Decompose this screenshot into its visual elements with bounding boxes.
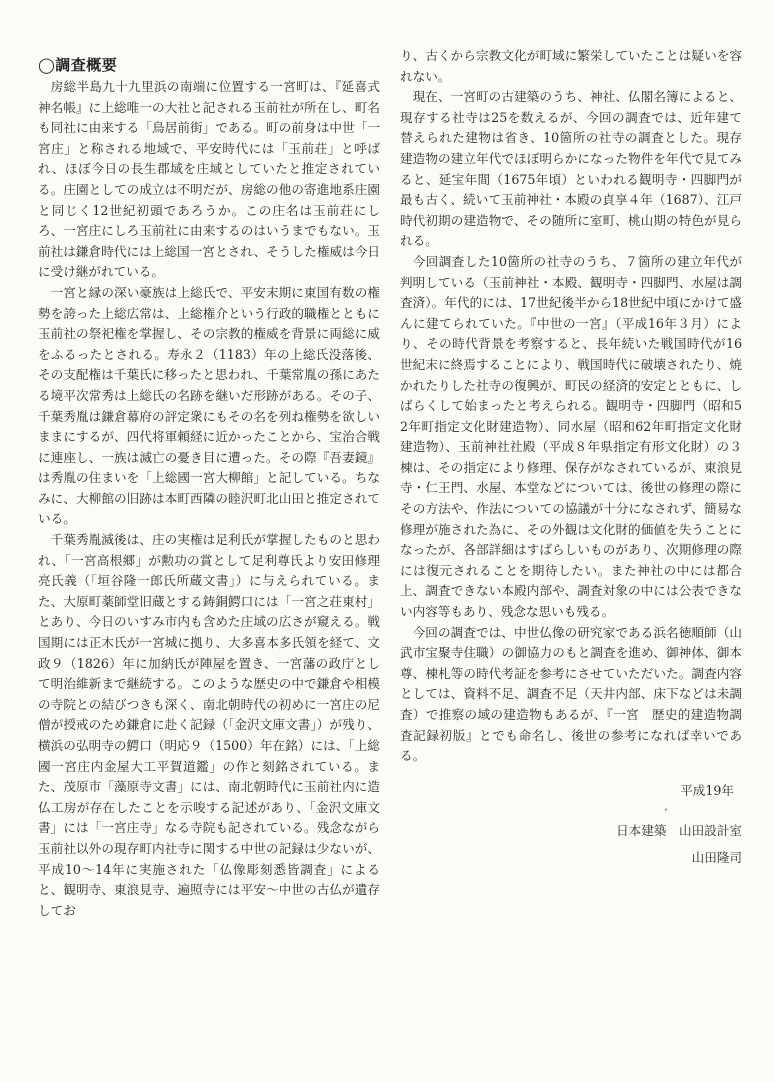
signature-office: 日本建築 山田設計室 [616, 823, 742, 839]
paragraph: 千葉秀胤滅後は、庄の実権は足利氏が掌握したものと思われ、「一宮高根郷」が勲功の賞として足利尊氏より安田修理亮氏義（「垣谷隆一郎氏所蔵文書」）に与えられている。また、大原町薬師堂旧蔵とする鋳銅鰐口には「一宮之荘東村」とあり、今日のいすみ市内も含めた庄域の広さが窺える。戦国期には正木氏が一宮城に拠り、大多喜本多氏領を経て、文政９（1826）年に加納氏が陣屋を置き、一宮藩の政庁として明治維新まで継続する。このような歴史の中で鎌倉や相模の寺院との結びつきも深く、南北朝時代の初めに一宮庄の尼僧が授戒のため鎌倉に赴く記録（「金沢文庫文書」）が残り、横浜の弘明寺の鰐口（明応９（1500）年在銘）には、「上総國一宮庄内金屋大工平賀道鑑」の作と刻銘されている。また、茂原市「藻原寺文書」には、南北朝時代に玉前社内に造仏工房が存在したことを示唆する記述があり、「金沢文庫文書」には「一宮庄寺」なる寺院も記されている。残念ながら玉前社以外の現存町内社寺に関する中世の記録は少ないが、平成10～14年に実施された「仏像彫刻悉皆調査」によると、観明寺、東浪見寺、遍照寺には平安～中世の古仏が遺存してお [38, 532, 380, 918]
left-column [38, 46, 393, 921]
section-title: ◯調査概要 [38, 56, 118, 74]
paragraph: 房総半島九十九里浜の南端に位置する一宮町は、『延喜式 神名帳』に上総唯一の大社と記される玉前社が所在し、町名も同社に由来する「鳥居前街」である。町の前身は中世「一宮庄」と称される地域で、平安時代には「玉前荘」と呼ばれ、ほぼ今日の長生郡域を庄域としていたと推定されている。庄園としての成立は不明だが、房総の他の寄進地系庄園と同じく12世紀初頭であろうか。この庄名は玉前荘にしろ、一宮庄にしろ玉前社に由来するのはいうまでもない。玉前社は鎌倉時代には上総国一宮とされ、そうした権威は今日に受け継がれている。 [38, 79, 393, 280]
paragraph: 今回調査した10箇所の社寺のうち、７箇所の建立年代が判明している（玉前神社・本殿、観明寺・四脚門、水屋は調査済）。年代的には、17世紀後半から18世紀中頃にかけて盛んに建てられていた。『中世の一宮』（平成16年３月）により、その時代背景を考察すると、長年続いた戦国時代が16世紀末に終焉することにより、戦国時代に破壊されたり、焼かれたりした社寺の復興が、町民の経済的安定とともに、しばらくして始まったと考えられる。観明寺・四脚門（昭和52年町指定文化財建造物）、同水屋（昭和62年町指定文化財建造物）、玉前神社社殿（平成８年県指定有形文化財）の３棟は、その指定により修理、保存がなされているが、東浪見寺・仁王門、水屋、本堂などについては、後世の修理の際にその方法や、作法についての協議が十分になされず、簡易な修理が施された為に、その外観は文化財的価値を失うことになったが、各部詳細はすばらしいものがあり、次期修理の際には復元されることを期待したい。また神社の中には都合上、調査できない本殿内部や、調査対象の中には公表できない内容等もあり、残念な思いも残る。 [400, 253, 742, 620]
paragraph: 現在、一宮町の古建築のうち、神社、仏閣名簿によると、現存する社寺は25を数えるが、今回の調査では、近年建て替えられた建物は省き、10箇所の社寺の調査とした。現存建造物の建立年代でほぼ明らかになった物件を年代で見てみると、延宝年間（1675年頃）といわれる観明寺・四脚門が最も古く、続いて玉前神社・本殿の貞享４年（1687）、江戸時代初期の建造物で、その随所に室町、桃山期の特色が見られる。 [400, 89, 742, 249]
signature-date: 平成19年 [680, 782, 734, 798]
right-column [400, 46, 742, 869]
signature-dot: ・ [659, 803, 672, 818]
paragraph: 一宮と縁の深い豪族は上総氏で、平安末期に東国有数の権勢を誇った上総広常は、上総権介という行政的職権とともに玉前社の祭祀権を掌握し、その宗教的権威を背景に両総に威をふるったとされる。寿永２（1183）年の上総氏没落後、その支配権は千葉氏に移ったと思われ、千葉常胤の孫にあたる境平次常秀は上総氏の名跡を継いだ形跡がある。その子、千葉秀胤は鎌倉幕府の評定衆にもその名を列ね権勢を欲しいままにするが、四代将軍頼経に近かったことから、宝治合戦に連座し、一族は滅亡の憂き目に遭った。その際『吾妻鏡』は秀胤の住まいを「上総國一宮大柳館」と記している。ちなみに、大柳館の旧跡は本町西隣の睦沢町北山田と推定されている。 [38, 284, 380, 527]
paragraph: 今回の調査では、中世仏像の研究家である浜名徳順師（山武市宝聚寺住職）の御協力のもと調査を進め、御神体、御本尊、棟札等の時代考証を参考にさせていただいた。調査内容としては、資料不足、調査不足（天井内部、床下などは未調査）で推察の域の建造物もあるが、『一宮 歴史的建造物調査記録初版』とでも命名し、後世の参考になれば幸いである。 [400, 624, 742, 764]
paragraph-continued: り、古くから宗教文化が町域に繁栄していたことは疑いを容れない。 [400, 48, 742, 84]
signature-name: 山田隆司 [691, 849, 742, 865]
